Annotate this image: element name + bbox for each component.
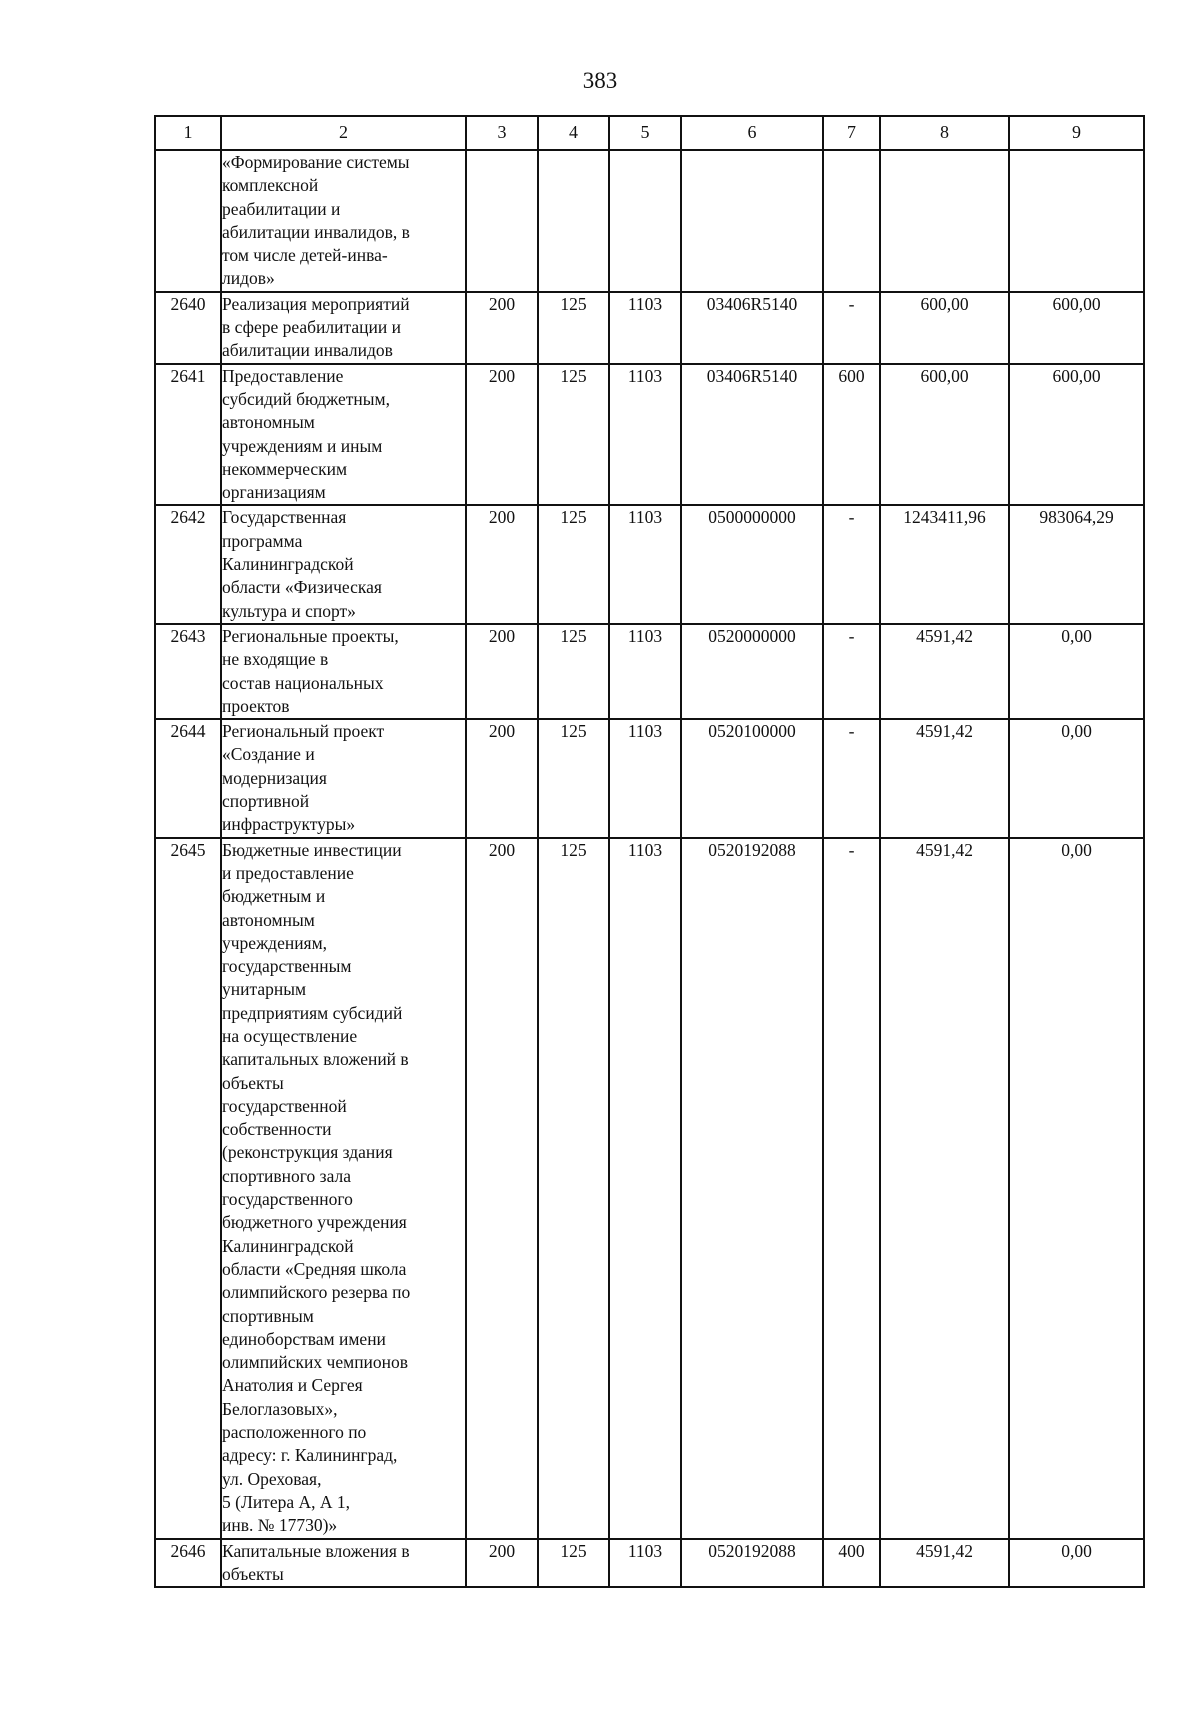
cell-col5: 1103 (609, 624, 681, 719)
row-description: Капитальные вложения в объекты (221, 1539, 466, 1588)
cell-col7: 600 (823, 364, 880, 506)
table-row (155, 292, 1144, 364)
cell-col4: 125 (538, 1539, 609, 1588)
page-number: 383 (582, 68, 618, 93)
table-row (155, 150, 1144, 292)
cell-col8: 600,00 (880, 364, 1009, 506)
table-row (155, 624, 1144, 719)
cell-col9: 983064,29 (1009, 505, 1144, 623)
cell-col4: 125 (538, 505, 609, 623)
cell-col7: - (823, 624, 880, 719)
cell-col6: 0500000000 (681, 505, 823, 623)
table-row (155, 838, 1144, 1539)
table-row (155, 505, 1144, 623)
cell-col4: 125 (538, 292, 609, 364)
cell-col7 (823, 150, 880, 292)
cell-col4: 125 (538, 624, 609, 719)
row-number (155, 150, 221, 292)
cell-col3: 200 (466, 364, 538, 506)
row-description: «Формирование системы комплексной реабилитации и абилитации инвалидов, в том числе детей-инва- лидов» (221, 150, 466, 292)
row-description: Бюджетные инвестиции и предоставление бюджетным и автономным учреждениям, государственным унитарным предприятиям субсидий на осуществление капитальных вложений в объекты государственной собственности (реконструкция здания спортивного зала государственного бюджетного учреждения Калининградской области «Средняя школа олимпийского резерва по спортивным единоборствам имени олимпийских чемпионов Анатолия и Сергея Белоглазовых», расположенного по адресу: г. Калининград, ул. Ореховая, 5 (Литера А, А 1, инв. № 17730)» (221, 838, 466, 1539)
row-description: Региональный проект «Создание и модернизация спортивной инфраструктуры» (221, 719, 466, 837)
column-header: 3 (466, 116, 538, 150)
cell-col9: 0,00 (1009, 719, 1144, 837)
cell-col3: 200 (466, 838, 538, 1539)
cell-col5: 1103 (609, 1539, 681, 1588)
cell-col7: 400 (823, 1539, 880, 1588)
row-number: 2641 (155, 364, 221, 506)
cell-col5: 1103 (609, 292, 681, 364)
cell-col7: - (823, 719, 880, 837)
row-description: Реализация мероприятий в сфере реабилитации и абилитации инвалидов (221, 292, 466, 364)
budget-table (154, 115, 1145, 1588)
cell-col6: 03406R5140 (681, 292, 823, 364)
column-header: 1 (155, 116, 221, 150)
column-header: 4 (538, 116, 609, 150)
cell-col3: 200 (466, 719, 538, 837)
cell-col9: 0,00 (1009, 624, 1144, 719)
cell-col5: 1103 (609, 838, 681, 1539)
cell-col8: 4591,42 (880, 624, 1009, 719)
row-number: 2643 (155, 624, 221, 719)
column-header: 5 (609, 116, 681, 150)
cell-col5: 1103 (609, 364, 681, 506)
cell-col6: 03406R5140 (681, 364, 823, 506)
cell-col9: 0,00 (1009, 838, 1144, 1539)
row-number: 2646 (155, 1539, 221, 1588)
cell-col6: 0520192088 (681, 838, 823, 1539)
cell-col7: - (823, 838, 880, 1539)
cell-col3 (466, 150, 538, 292)
cell-col9 (1009, 150, 1144, 292)
cell-col4 (538, 150, 609, 292)
cell-col3: 200 (466, 1539, 538, 1588)
row-number: 2640 (155, 292, 221, 364)
column-header: 2 (221, 116, 466, 150)
row-number: 2642 (155, 505, 221, 623)
row-description: Предоставление субсидий бюджетным, автономным учреждениям и иным некоммерческим организациям (221, 364, 466, 506)
cell-col8: 4591,42 (880, 838, 1009, 1539)
cell-col6 (681, 150, 823, 292)
row-number: 2645 (155, 838, 221, 1539)
column-header: 8 (880, 116, 1009, 150)
row-description: Государственная программа Калининградской области «Физическая культура и спорт» (221, 505, 466, 623)
column-header: 9 (1009, 116, 1144, 150)
cell-col7: - (823, 292, 880, 364)
cell-col4: 125 (538, 719, 609, 837)
cell-col7: - (823, 505, 880, 623)
cell-col8: 600,00 (880, 292, 1009, 364)
table-row (155, 719, 1144, 837)
cell-col6: 0520000000 (681, 624, 823, 719)
table-row (155, 1539, 1144, 1588)
header-row (155, 116, 1144, 150)
cell-col3: 200 (466, 505, 538, 623)
cell-col4: 125 (538, 838, 609, 1539)
cell-col5: 1103 (609, 505, 681, 623)
cell-col6: 0520100000 (681, 719, 823, 837)
cell-col4: 125 (538, 364, 609, 506)
cell-col3: 200 (466, 292, 538, 364)
cell-col8: 4591,42 (880, 1539, 1009, 1588)
cell-col8 (880, 150, 1009, 292)
cell-col9: 600,00 (1009, 292, 1144, 364)
cell-col5 (609, 150, 681, 292)
cell-col3: 200 (466, 624, 538, 719)
column-header: 6 (681, 116, 823, 150)
table-row (155, 364, 1144, 506)
cell-col6: 0520192088 (681, 1539, 823, 1588)
cell-col5: 1103 (609, 719, 681, 837)
cell-col8: 4591,42 (880, 719, 1009, 837)
column-header: 7 (823, 116, 880, 150)
cell-col9: 600,00 (1009, 364, 1144, 506)
cell-col9: 0,00 (1009, 1539, 1144, 1588)
row-number: 2644 (155, 719, 221, 837)
cell-col8: 1243411,96 (880, 505, 1009, 623)
row-description: Региональные проекты, не входящие в состав национальных проектов (221, 624, 466, 719)
